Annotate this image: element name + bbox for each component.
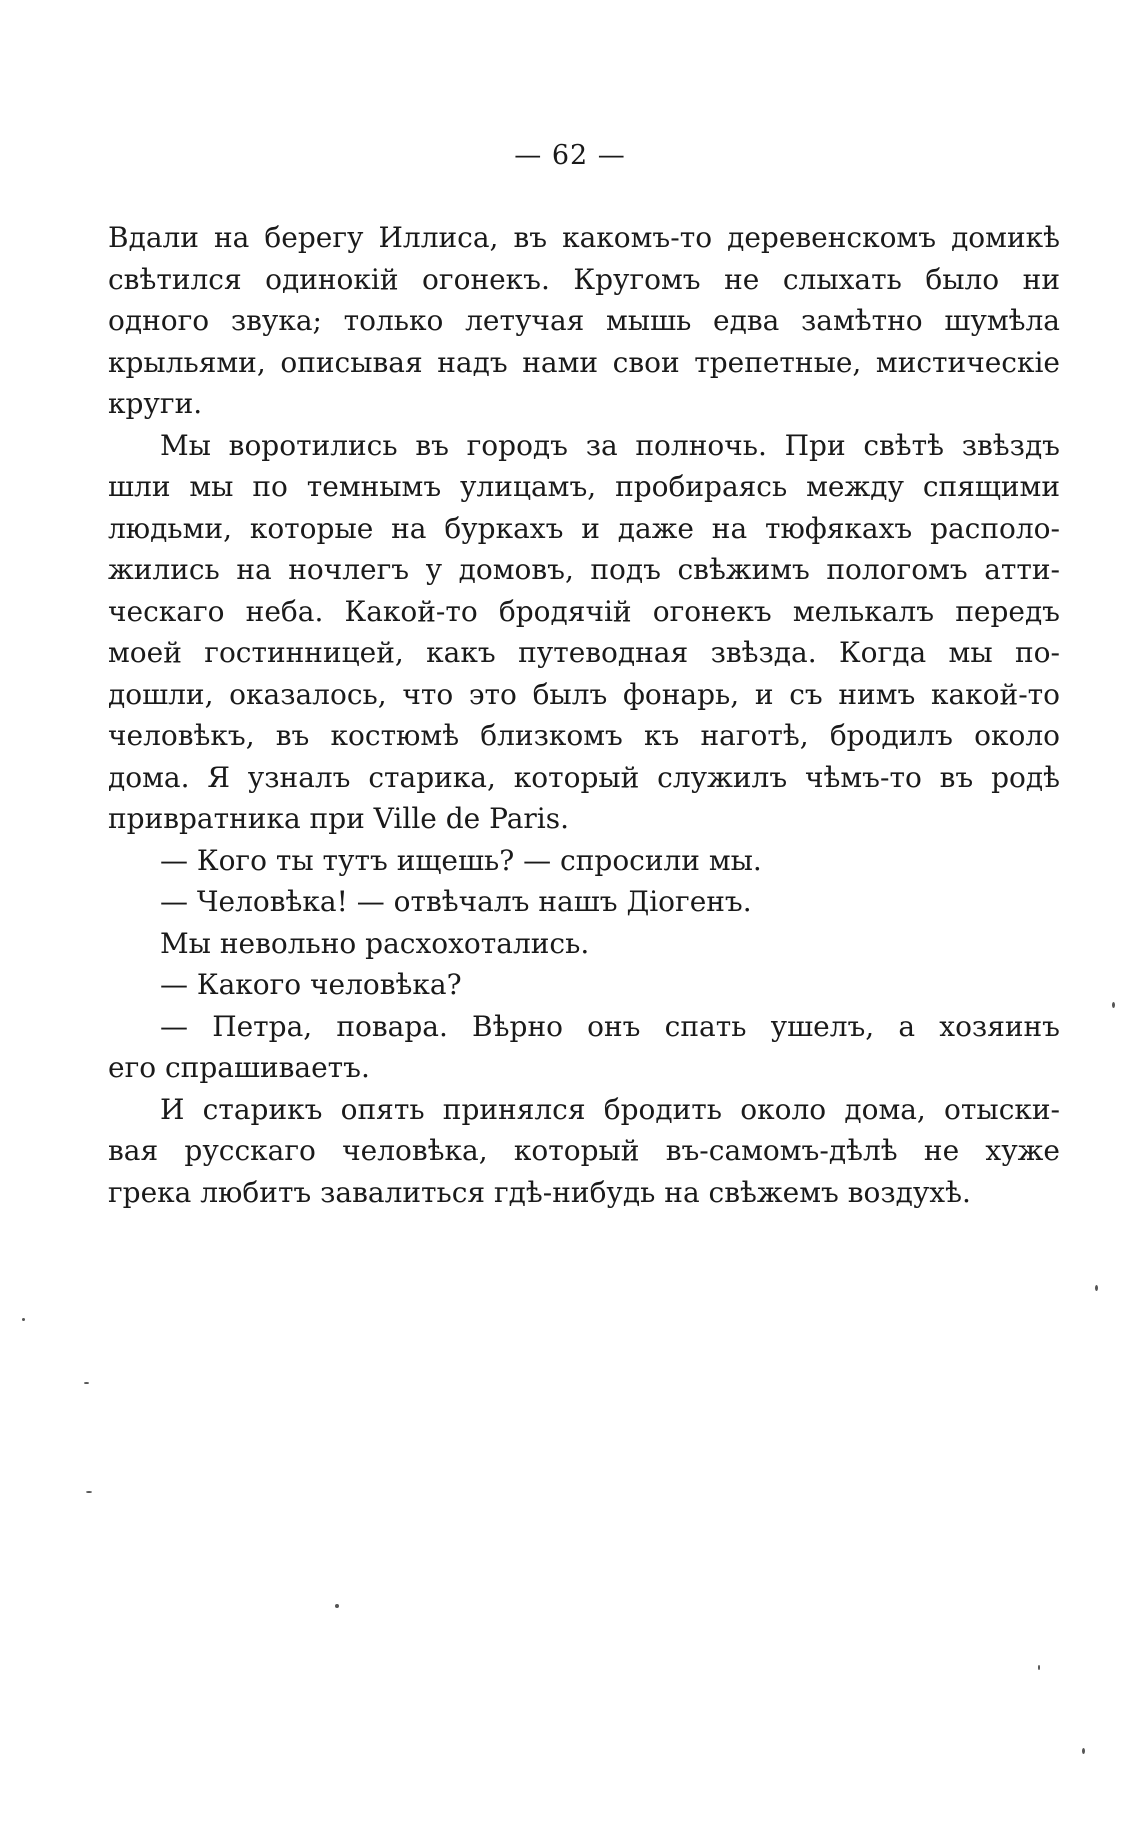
scan-speck <box>84 1382 89 1384</box>
text-line: крыльями, описывая надъ нами свои трепетные, мистическіе <box>108 345 1060 379</box>
text-line: моей гостинницей, какъ путеводная звѣзда. Когда мы по- <box>108 636 1060 669</box>
text-line: — Петра, повара. Вѣрно онъ спать ушелъ, а хозяинъ <box>160 1009 1060 1043</box>
scan-speck <box>1112 1002 1115 1008</box>
scan-speck <box>22 1318 25 1321</box>
text-line: грека любитъ завалиться гдѣ-нибудь на свѣжемъ воздухѣ. <box>108 1175 971 1209</box>
text-line: человѣкъ, въ костюмѣ близкомъ къ наготѣ, бродилъ около <box>108 719 1060 752</box>
text-line: жились на ночлегъ у домовъ, подъ свѣжимъ пологомъ атти- <box>108 553 1060 586</box>
scan-speck <box>1095 1285 1098 1291</box>
text-line: вая русскаго человѣка, который въ-самомъ-дѣлѣ не хуже <box>108 1134 1060 1167</box>
scan-speck <box>335 1604 339 1608</box>
text-line: — Кого ты тутъ ищешь? — спросили мы. <box>160 843 762 877</box>
text-line: — Какого человѣка? <box>160 968 462 1001</box>
text-line: круги. <box>108 387 203 420</box>
text-line: его спрашиваетъ. <box>108 1051 370 1084</box>
page-number: — 62 — <box>514 140 626 171</box>
scan-speck <box>86 1491 92 1493</box>
text-line: Мы невольно расхохотались. <box>160 926 590 960</box>
text-line: И старикъ опять принялся бродить около дома, отыски- <box>160 1092 1060 1126</box>
text-line: привратника при Ville de Paris. <box>108 802 570 835</box>
body-text <box>108 217 1060 1213</box>
text-line: Вдали на берегу Иллиса, въ какомъ-то деревенскомъ домикѣ <box>108 221 1060 254</box>
scan-speck <box>1038 1665 1040 1670</box>
text-line: ческаго неба. Какой-то бродячій огонекъ мелькалъ передъ <box>108 594 1060 628</box>
text-line: — Человѣка! — отвѣчалъ нашъ Діогенъ. <box>160 885 752 918</box>
text-line: людьми, которые на буркахъ и даже на тюфякахъ располо- <box>108 511 1060 545</box>
scan-speck <box>1082 1748 1085 1754</box>
text-line: Мы воротились въ городъ за полночь. При свѣтѣ звѣздъ <box>160 428 1060 462</box>
text-line: свѣтился одинокій огонекъ. Кругомъ не слыхать было ни <box>108 262 1060 296</box>
text-line: одного звука; только летучая мышь едва замѣтно шумѣла <box>108 304 1060 337</box>
text-line: шли мы по темнымъ улицамъ, пробираясь между спящими <box>108 470 1060 503</box>
text-line: дошли, оказалось, что это былъ фонарь, и съ нимъ какой-то <box>108 677 1060 711</box>
text-line: дома. Я узналъ старика, который служилъ чѣмъ-то въ родѣ <box>108 760 1060 794</box>
